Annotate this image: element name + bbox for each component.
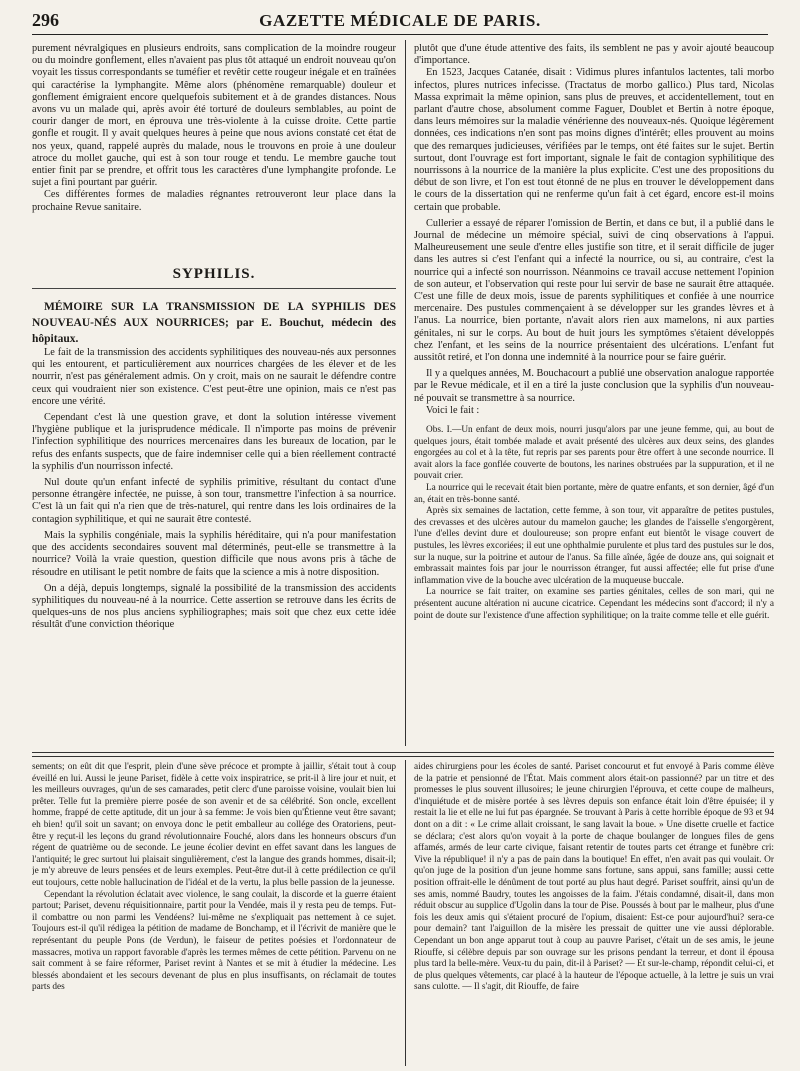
paragraph: Cullerier a essayé de réparer l'omission de Bertin, et dans ce but, il a publié dans le Journal de médecine un mémoire spécial, suivi de cinq observations à l'appui. Malheureusement une seule d'entre elles justifie son titre, et il serait difficile de juger dans les autres si c'est l'enfant qui a infecté la nourrice, ou si, au contraire, c'est la nourrice qui a infecté son nourrisson. Néanmoins ce travail accuse nettement l'opinion de son auteur, et l'observation qui reste pour lui servir de base ne saurait être attaquée. C'est une fille de deux mois, issue de parents syphilitiques et confiée à une nourrice mercenaire. Des pustules commençaient à se développer sur les grandes lèvres et à l'anus. La nourrice, bien portante, n'avait alors rien aux mamelons, ni aux parties génitales, ni sur le corps. Au bout de huit jours les symptômes s'étaient développés chez l'enfant, et les seins de la nourrice présentaient des ulcérations. L'enfant fut aussitôt retiré, et l'on donna une indemnité à la nourrice pour se faire guérir. xyxy=(414,217,774,364)
paragraph: Nul doute qu'un enfant infecté de syphilis primitive, résultant du contact d'une personne étrangère infectée, ne puisse, à son tour, transmettre l'infection à sa nourrice. C'est là un fait qui n'a rien que de très-naturel, qui rentre dans les lois ordinaires de la contagion syphilitique, et qui ne saurait être contesté. xyxy=(32,477,396,525)
column-divider xyxy=(405,760,406,1066)
paragraph: plutôt que d'une étude attentive des faits, ils semblent ne pas y avoir ajouté beaucoup d'importance. xyxy=(414,43,774,67)
page-header xyxy=(32,10,768,35)
paragraph: Cependant c'est là une question grave, et dont la solution intéresse vivement l'hygiène publique et la jurisprudence médicale. Il n'importe pas moins de prévenir l'infection syphilitique des nourrices mercenaires dans les bureaux de location, par le refus des enfants suspects, que de faire indemniser celle qui a bien réellement contracté la syphilis d'un nourrisson infecté. xyxy=(32,412,396,472)
page-number: 296 xyxy=(32,10,59,30)
column-right-bottom xyxy=(414,762,774,1066)
paragraph: Le fait de la transmission des accidents syphilitiques des nouveau-nés aux personnes qui les entourent, et particulièrement aux nourrices chargées de les élever et de les nourrir, n'est pas généralement admis. On y croit, mais on ne saurait le défendre contre ceux qui voudraient nier son existence. C'est peut-être une opinion, mais ce n'est pas encore une vérité. xyxy=(32,347,396,407)
paragraph: aides chirurgiens pour les écoles de santé. Pariset concourut et fut envoyé à Paris comme élève de la patrie et pensionné de l'État. Mais comment alors était-on passionné? par un titre et des promesses le plus souvent illusoires; le jeune chirurgien l'éprouva, et cette coupe de malheurs, d'inquiétude et de misère portée à ses lèvres depuis son enfance était loin d'être épuisée; il y restait la lie et elle ne lui fut pas épargnée. Se trouvant à Paris à cette horrible époque de 93 et 94 dont on a dit : « Le crime allait croissant, le sang lavait la boue. » Une disette cruelle et factice se déclara; c'est alors qu'on voyait à la porte de chaque boulanger de longues files de gens affamés, armés de leur carte civique, faisant retentir de toutes parts cet étrange et funèbre cri: Vive la république! il n'y a pas de pain dans la boutique! En effet, n'en avait pas qui voulait. Or qu'on juge de la position d'un jeune homme sans fortune, sans appui, sans famille; aussi cette position offrait-elle le dénûment de tout porté au plus haut degré. Pariset souffrit, ainsi qu'un de ses amis, nommé Baudry, toutes les angoisses de la faim. J'étais condamné, disait-il, dans mon réduit obscur au supplice d'Ugolin dans la tour de Pise. Poussés à bout par le malheur, plus d'une fois les deux amis qui s'étaient procuré de l'opium, disaient: Est-ce pour aujourd'hui? sera-ce pour demain? tant l'aiguillon de la misère les pressait de quitter une vie aussi déplorable. Cependant un bon ange apparut tout à coup au pauvre Pariset, c'était un de ses amis, le jeune Riouffe, si célèbre depuis par son ouvrage sur les prisons pendant la terreur, et dont il épousa plus tard la belle-mère. Veux-tu du pain, dit-il à Pariset? — Et sur-le-champ, répondit celui-ci, et de plus quelques vêtements, car placé à la hauteur de l'époque actuelle, à la lettre je suis un vrai sans culotte. — Il s'agit, dit Riouffe, de faire xyxy=(414,762,774,993)
memoire-heading: MÉMOIRE SUR LA TRANSMISSION DE LA SYPHILIS DES NOUVEAU-NÉS AUX NOURRICES; par E. Bouchut, médecin des hôpitaux. xyxy=(32,301,396,346)
journal-title: GAZETTE MÉDICALE DE PARIS. xyxy=(259,11,541,30)
paragraph: Voici le fait : xyxy=(426,404,480,416)
paragraph: On a déjà, depuis longtemps, signalé la possibilité de la transmission des accidents syphilitiques du nouveau-né à la nourrice. Cette assertion se retrouve dans les écrits de quelques-uns de nos plus anciens syphiliographes; mais soit que chez eux cette idée résultât d'une conviction théorique xyxy=(32,582,396,631)
paragraph: Cependant la révolution éclatait avec violence, le sang coulait, la discorde et la guerre étaient partout; Pariset, devenu réquisitionnaire, partit pour la Vendée, mais il y resta peu de temps. Fut-il combattre ou non parmi les Vendéens? lui-même ne s'expliquait pas nettement à ce sujet. Toujours est-il qu'il rédigea la pétition de madame de Bonchamp, et il l'écrivit de manière que le représentant du peuple Pons (de Verdun), le faiseur de petites poésies et l'ordonnateur de massacres, motiva un rapport favorable d'après les termes mêmes de cette pétition. Parvenu on ne sait comment à se faire réformer, Pariset revint à Nantes et se mit à étudier la médecine. Les blessés abondaient et les secours devenant de plus en plus insuffisants, on réclamait de toutes parts des xyxy=(32,889,396,993)
column-right-top xyxy=(414,43,774,745)
section-rule xyxy=(32,288,396,289)
paragraph: Mais la syphilis congéniale, mais la syphilis héréditaire, qui n'a pour manifestation que des accidents secondaires souvent mal déterminés, peut-elle se transmettre à la nourrice? Voilà la vraie question, question difficile que nous avons pris à tâche de résoudre en utilisant le petit nombre de faits que la science a mis à notre disposition. xyxy=(32,529,396,578)
observation-paragraph: Après six semaines de lactation, cette femme, à son tour, vit apparaître de petites pustules, des crevasses et des ulcères autour du mamelon gauche; les glandes de l'aisselle s'engorgèrent, l'une d'elles devint dure et douloureuse; son propre enfant eut bientôt le visage couvert de pustules, les lèvres excoriées; il eut une ophthalmie purulente et plus tard des pustules sur le dos, sur la nuque, sur la poitrine et autour de l'anus. Sa fille aînée, âgée de douze ans, qui soignait et embrassait maintes fois par jour le nourrisson étranger, fut aussi affectée; elle fut prise d'une inflammation vive de la bouche avec ulcération de la muqueuse buccale. xyxy=(414,506,774,586)
paragraph: purement névralgiques en plusieurs endroits, sans complication de la moindre rougeur ou du moindre gonflement, elles n'avaient pas plus tôt attaqué un endroit nouveau qu'on voyait les tissus correspondants se tuméfier et revêtir cette rougeur inégale et en traînées qui caractérise la lymphangite. Même alors (phénomène remarquable) douleur et gonflement émigraient encore quelquefois subitement et à de grandes distances. Nous avons vu un malade qui, après avoir été torturé de douleurs semblables, au point de courir danger de mort, en éprouva une très-violente à la cuisse droite. Cette partie gonfle et rougit. Il y avait quelques heures à peine que nous avions constaté cet état de nos yeux, quand, rappelé auprès du malade, nous le trouvons en proie à une douleur atroce du mollet gauche, qui est à son tour rouge et tendu. Le membre gauche tout entier finit par se prendre, et offrit tous les caractères d'une lymphangite profonde. Le sujet a fini pourtant par guérir. xyxy=(32,43,396,189)
column-left-top xyxy=(32,43,396,745)
column-left-bottom xyxy=(32,762,396,1066)
paragraph: sements; on eût dit que l'esprit, plein d'une sève précoce et prompte à jaillir, s'était tout à coup éveillé en lui. Aussi le jeune Pariset, fidèle à cette voix inspiratrice, se prit-il à lire jour et nuit, et les meilleurs ouvrages, qu'un de ses camarades, petit clerc d'une paroisse voisine, voulait bien lui prêter. Telle fut la première pierre posée de son avenir et de sa célébrité. Son oncle, excellent homme, frappé de cette aptitude, dit un jour à sa femme: Je vois bien qu'Étienne veut être savant; eh bien! qu'il soit un savant; on envoya donc le petit emballeur au collége des Oratoriens, peut-être y reçut-il les leçons du grand révolutionnaire Fouché, alors dans les honneurs obscurs d'un régent de quatrième ou de seconde. Le jeune écolier devint en effet savant dans les langues de l'antiquité; le grec surtout lui plaisait singulièrement, c'est la langue des grands hommes, disait-il; je m'y abreuve de leurs pensées et de leurs exemples. Peut-être dut-il à cette prédilection ce qu'il eut toujours, cette noble hallucination de l'idéal et de la vertu, la plus belle passion de la jeunesse. xyxy=(32,762,396,888)
paragraph: Il y a quelques années, M. Bouchacourt a publié une observation analogue rapportée par le Revue médicale, et il en a tiré la juste conclusion que la syphilis d'un nouveau-né pouvait se transmettre à sa nourrice. xyxy=(414,368,774,404)
paragraph: En 1523, Jacques Catanée, disait : Vidimus plures infantulos lactentes, tali morbo infectos, plures nutrices infecisse. (Tractatus de morbo gallico.) Plus tard, Nicolas Massa exprimait la même opinion, sans plus de preuves, et accidentellement, tout en parlant d'autre chose, absolument comme Faguer, Doublet et Bertin à notre époque, dans leurs mémoires sur la maladie vénérienne des nouveaux-nés. Quoique légèrement données, ces indications n'en sont pas moins dignes d'intérêt; elles prouvent au moins que des remarques judicieuses, vérifiées par le temps, ont été faites sur le sujet. Bertin surtout, dont l'ouvrage est fort important, signale le fait de contagion syphilitique des nourrissons à la nourrice de la manière la plus explicite. C'est une des propositions du début de son livre, et l'on est tout étonné de ne plus en trouver le développement dans le cours de la dissertation qui ne renferme qu'un fait à cet égard, encore est-il moins certain que probable. xyxy=(414,67,774,213)
observation-paragraph: La nourrice se fait traiter, on examine ses parties génitales, celles de son mari, qui ne présentent aucune altération ni aucune cicatrice. Cependant les médecins sont d'accord; il n'y a point de doute sur l'existence d'une affection syphilitique; on la traite comme telle et elle guérit. xyxy=(414,587,774,621)
section-title: SYPHILIS. xyxy=(172,265,256,282)
observation-paragraph: La nourrice qui le recevait était bien portante, mère de quatre enfants, et son dernier, âgé d'un an, était en très-bonne santé. xyxy=(414,483,774,505)
column-divider xyxy=(405,40,406,746)
paragraph: Ces différentes formes de maladies régnantes retrouveront leur place dans la prochaine Revue sanitaire. xyxy=(32,189,396,213)
feuilleton-divider xyxy=(32,752,774,757)
observation-paragraph: Obs. I.—Un enfant de deux mois, nourri jusqu'alors par une jeune femme, qui, au bout de quelques jours, était tombée malade et avait présenté des ulcères aux deux seins, des glandes engorgées au col et à la tête, fut repris par ses parents pour être offert à une seconde nourrice. Il avait alors la face gonflée couverte de boutons, les narines obstruées par la suppuration, et il ne pouvait crier. xyxy=(414,425,774,482)
